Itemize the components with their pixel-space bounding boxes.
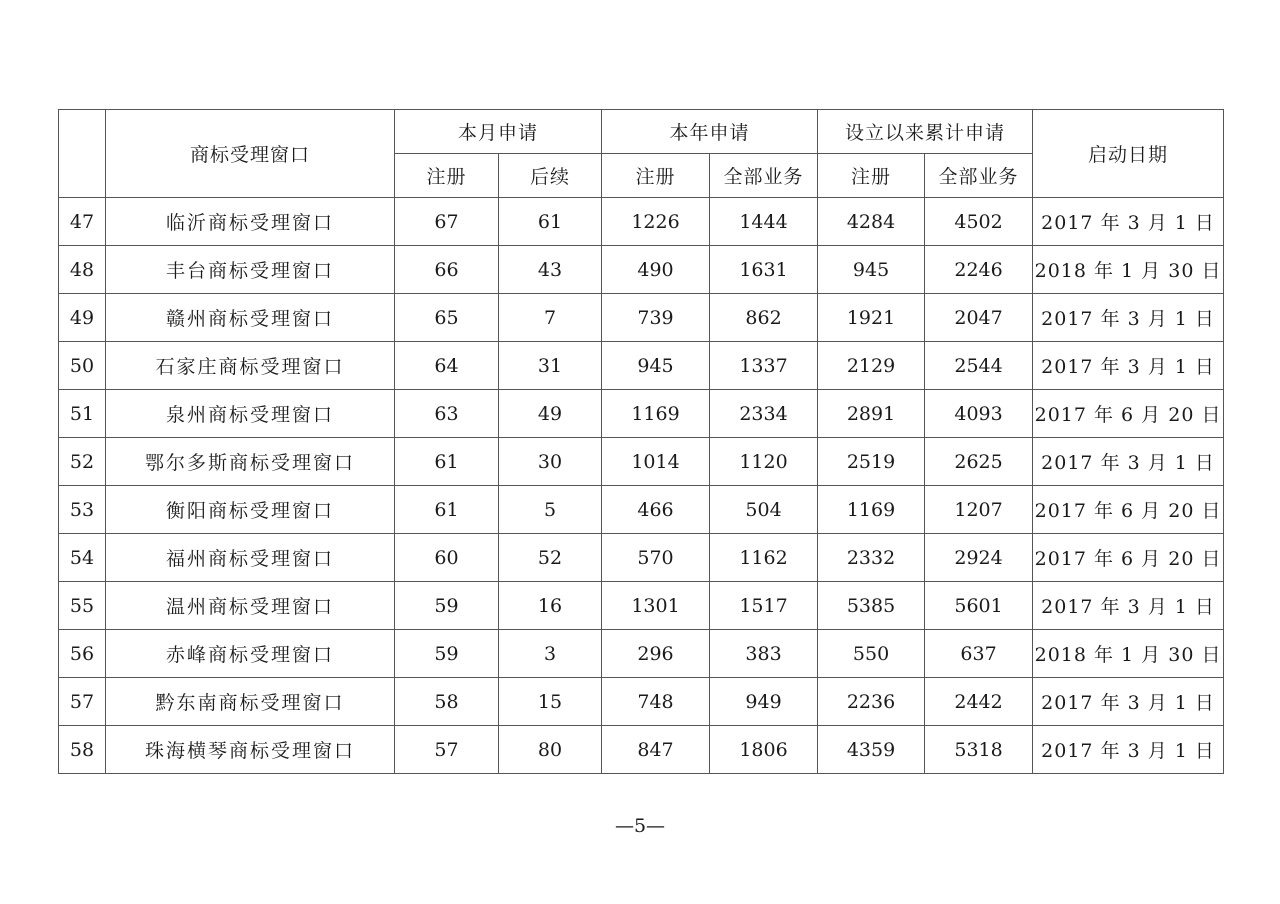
table-row xyxy=(59,582,1224,630)
cell-year-all: 1517 xyxy=(710,582,818,630)
cell-cumulative-register: 4359 xyxy=(818,726,925,774)
table-row xyxy=(59,342,1224,390)
cell-year-all: 1162 xyxy=(710,534,818,582)
cell-month-register: 61 xyxy=(395,486,499,534)
cell-year-all: 862 xyxy=(710,294,818,342)
cell-month-register: 64 xyxy=(395,342,499,390)
header-month-followup: 后续 xyxy=(499,154,602,198)
cell-month-register: 60 xyxy=(395,534,499,582)
cell-window-name: 丰台商标受理窗口 xyxy=(106,246,395,294)
cell-month-followup: 43 xyxy=(499,246,602,294)
cell-year-register: 748 xyxy=(602,678,710,726)
cell-cumulative-all: 2924 xyxy=(925,534,1033,582)
cell-month-followup: 15 xyxy=(499,678,602,726)
cell-month-register: 57 xyxy=(395,726,499,774)
cell-window-name: 赣州商标受理窗口 xyxy=(106,294,395,342)
cell-month-followup: 7 xyxy=(499,294,602,342)
cell-year-register: 739 xyxy=(602,294,710,342)
cell-month-register: 58 xyxy=(395,678,499,726)
header-cumulative-all: 全部业务 xyxy=(925,154,1033,198)
header-month: 本月申请 xyxy=(395,110,602,154)
cell-row-number: 58 xyxy=(59,726,106,774)
cell-start-date: 2018 年 1 月 30 日 xyxy=(1033,630,1224,678)
cell-month-register: 67 xyxy=(395,198,499,246)
cell-year-all: 1444 xyxy=(710,198,818,246)
cell-row-number: 51 xyxy=(59,390,106,438)
header-cumulative-register: 注册 xyxy=(818,154,925,198)
cell-row-number: 54 xyxy=(59,534,106,582)
cell-cumulative-all: 2047 xyxy=(925,294,1033,342)
header-month-register: 注册 xyxy=(395,154,499,198)
cell-window-name: 衡阳商标受理窗口 xyxy=(106,486,395,534)
cell-row-number: 55 xyxy=(59,582,106,630)
cell-cumulative-register: 945 xyxy=(818,246,925,294)
cell-month-followup: 5 xyxy=(499,486,602,534)
cell-cumulative-register: 1169 xyxy=(818,486,925,534)
cell-start-date: 2017 年 3 月 1 日 xyxy=(1033,198,1224,246)
cell-cumulative-all: 4502 xyxy=(925,198,1033,246)
table-row xyxy=(59,726,1224,774)
cell-cumulative-all: 2246 xyxy=(925,246,1033,294)
cell-cumulative-all: 2625 xyxy=(925,438,1033,486)
cell-month-register: 63 xyxy=(395,390,499,438)
cell-year-all: 1120 xyxy=(710,438,818,486)
table-row xyxy=(59,198,1224,246)
table-row xyxy=(59,390,1224,438)
cell-month-register: 59 xyxy=(395,630,499,678)
cell-start-date: 2017 年 3 月 1 日 xyxy=(1033,342,1224,390)
header-start-date: 启动日期 xyxy=(1033,110,1224,198)
cell-row-number: 56 xyxy=(59,630,106,678)
cell-cumulative-register: 1921 xyxy=(818,294,925,342)
cell-row-number: 49 xyxy=(59,294,106,342)
cell-month-register: 59 xyxy=(395,582,499,630)
cell-start-date: 2017 年 3 月 1 日 xyxy=(1033,582,1224,630)
cell-cumulative-register: 5385 xyxy=(818,582,925,630)
cell-window-name: 鄂尔多斯商标受理窗口 xyxy=(106,438,395,486)
cell-start-date: 2018 年 1 月 30 日 xyxy=(1033,246,1224,294)
header-window: 商标受理窗口 xyxy=(106,110,395,198)
cell-start-date: 2017 年 3 月 1 日 xyxy=(1033,726,1224,774)
table-body xyxy=(59,198,1224,774)
cell-row-number: 48 xyxy=(59,246,106,294)
cell-row-number: 50 xyxy=(59,342,106,390)
cell-month-register: 66 xyxy=(395,246,499,294)
cell-cumulative-register: 2891 xyxy=(818,390,925,438)
cell-month-followup: 30 xyxy=(499,438,602,486)
table-row xyxy=(59,246,1224,294)
cell-month-followup: 16 xyxy=(499,582,602,630)
cell-cumulative-register: 2332 xyxy=(818,534,925,582)
cell-cumulative-register: 2129 xyxy=(818,342,925,390)
cell-month-register: 61 xyxy=(395,438,499,486)
header-no xyxy=(59,110,106,198)
cell-window-name: 黔东南商标受理窗口 xyxy=(106,678,395,726)
cell-month-followup: 31 xyxy=(499,342,602,390)
cell-year-all: 2334 xyxy=(710,390,818,438)
cell-year-register: 1226 xyxy=(602,198,710,246)
cell-month-followup: 49 xyxy=(499,390,602,438)
cell-year-register: 296 xyxy=(602,630,710,678)
cell-row-number: 47 xyxy=(59,198,106,246)
header-cumulative: 设立以来累计申请 xyxy=(818,110,1033,154)
cell-row-number: 52 xyxy=(59,438,106,486)
cell-month-followup: 61 xyxy=(499,198,602,246)
cell-cumulative-all: 4093 xyxy=(925,390,1033,438)
cell-window-name: 温州商标受理窗口 xyxy=(106,582,395,630)
cell-year-all: 383 xyxy=(710,630,818,678)
cell-year-register: 1301 xyxy=(602,582,710,630)
cell-month-followup: 52 xyxy=(499,534,602,582)
page-number: —5— xyxy=(614,815,666,837)
cell-year-all: 504 xyxy=(710,486,818,534)
header-row-1 xyxy=(59,110,1224,154)
statistics-table xyxy=(58,109,1224,774)
cell-start-date: 2017 年 6 月 20 日 xyxy=(1033,390,1224,438)
cell-cumulative-register: 550 xyxy=(818,630,925,678)
header-year-register: 注册 xyxy=(602,154,710,198)
cell-year-all: 1806 xyxy=(710,726,818,774)
table-row xyxy=(59,438,1224,486)
cell-year-register: 570 xyxy=(602,534,710,582)
cell-year-register: 945 xyxy=(602,342,710,390)
cell-row-number: 53 xyxy=(59,486,106,534)
cell-cumulative-register: 2519 xyxy=(818,438,925,486)
cell-month-followup: 80 xyxy=(499,726,602,774)
table-row xyxy=(59,630,1224,678)
cell-window-name: 珠海横琴商标受理窗口 xyxy=(106,726,395,774)
cell-window-name: 赤峰商标受理窗口 xyxy=(106,630,395,678)
cell-start-date: 2017 年 3 月 1 日 xyxy=(1033,678,1224,726)
table-row xyxy=(59,294,1224,342)
table-row xyxy=(59,678,1224,726)
cell-row-number: 57 xyxy=(59,678,106,726)
cell-year-all: 1337 xyxy=(710,342,818,390)
cell-month-register: 65 xyxy=(395,294,499,342)
cell-cumulative-all: 1207 xyxy=(925,486,1033,534)
cell-year-register: 1014 xyxy=(602,438,710,486)
cell-window-name: 泉州商标受理窗口 xyxy=(106,390,395,438)
header-year-all: 全部业务 xyxy=(710,154,818,198)
cell-cumulative-all: 2544 xyxy=(925,342,1033,390)
header-year: 本年申请 xyxy=(602,110,818,154)
cell-cumulative-all: 5601 xyxy=(925,582,1033,630)
cell-year-register: 490 xyxy=(602,246,710,294)
cell-start-date: 2017 年 3 月 1 日 xyxy=(1033,438,1224,486)
cell-start-date: 2017 年 6 月 20 日 xyxy=(1033,534,1224,582)
cell-cumulative-register: 2236 xyxy=(818,678,925,726)
cell-window-name: 石家庄商标受理窗口 xyxy=(106,342,395,390)
cell-cumulative-all: 637 xyxy=(925,630,1033,678)
table-row xyxy=(59,486,1224,534)
cell-year-register: 1169 xyxy=(602,390,710,438)
cell-window-name: 临沂商标受理窗口 xyxy=(106,198,395,246)
cell-year-register: 847 xyxy=(602,726,710,774)
cell-year-all: 1631 xyxy=(710,246,818,294)
cell-start-date: 2017 年 3 月 1 日 xyxy=(1033,294,1224,342)
cell-cumulative-all: 2442 xyxy=(925,678,1033,726)
cell-month-followup: 3 xyxy=(499,630,602,678)
table-row xyxy=(59,534,1224,582)
cell-cumulative-all: 5318 xyxy=(925,726,1033,774)
cell-year-all: 949 xyxy=(710,678,818,726)
cell-year-register: 466 xyxy=(602,486,710,534)
cell-start-date: 2017 年 6 月 20 日 xyxy=(1033,486,1224,534)
cell-cumulative-register: 4284 xyxy=(818,198,925,246)
cell-window-name: 福州商标受理窗口 xyxy=(106,534,395,582)
